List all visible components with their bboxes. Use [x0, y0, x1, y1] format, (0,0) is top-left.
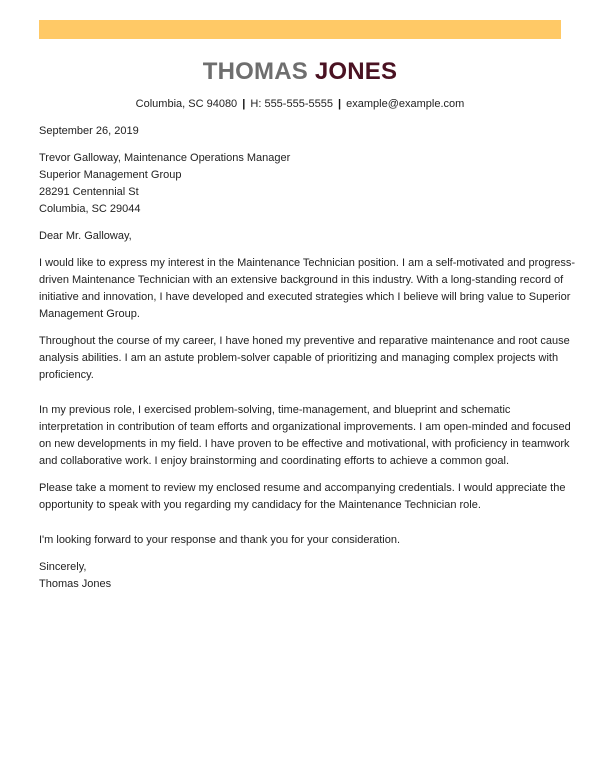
contact-phone: H: 555-555-5555: [250, 98, 333, 110]
salutation: [39, 228, 569, 245]
paragraph-line: analysis abilities. I am an astute problem-solver capable of prioritizing and managing complex projects with: [39, 352, 559, 364]
recipient-company: Superior Management Group: [39, 169, 182, 181]
paragraph-line: interpretation in contribution of team efforts and organizational improvements. I am open-minded and focused: [39, 421, 571, 433]
paragraph-line: I'm looking forward to your response and thank you for your consideration.: [39, 534, 401, 546]
paragraph-line: proficiency.: [39, 369, 94, 381]
paragraph-thanks: [39, 532, 569, 549]
paragraph-line: In my previous role, I exercised problem-solving, time-management, and blueprint and schematic: [39, 404, 511, 416]
signature: Thomas Jones: [39, 578, 112, 590]
closing-text: Sincerely,: [39, 561, 87, 573]
paragraph-line: driven Maintenance Technician with an extensive background in this industry. With a long-standing record of: [39, 274, 564, 286]
paragraph-previous-role: [39, 402, 569, 470]
letter-date: [39, 123, 569, 140]
date-text: September 26, 2019: [39, 125, 139, 137]
applicant-name: [0, 58, 600, 86]
recipient-city: Columbia, SC 29044: [39, 203, 141, 215]
recipient-name-title: Trevor Galloway, Maintenance Operations Manager: [39, 152, 291, 164]
salutation-text: Dear Mr. Galloway,: [39, 230, 132, 242]
paragraph-line: opportunity to speak with you regarding my candidacy for the Maintenance Technician role.: [39, 499, 481, 511]
paragraph-line: initiative and innovation, I have developed and executed strategies which I believe will bring value to Superior: [39, 291, 571, 303]
recipient-street: 28291 Centennial St: [39, 186, 139, 198]
contact-email: example@example.com: [346, 98, 465, 110]
paragraph-line: on new developments in my field. I have proven to be effective and motivational, with proficiency in teamwork: [39, 438, 570, 450]
recipient-address: [39, 150, 569, 218]
paragraph-line: Management Group.: [39, 308, 140, 320]
paragraph-intro: [39, 255, 576, 323]
contact-info: [0, 97, 600, 111]
letter-body: [39, 123, 576, 593]
paragraph-line: I would like to express my interest in the Maintenance Technician position. I am a self-motivated and progress-: [39, 257, 576, 269]
paragraph-line: Please take a moment to review my enclosed resume and accompanying credentials. I would appreciate the: [39, 482, 566, 494]
contact-separator: |: [242, 98, 246, 110]
last-name: JONES: [314, 58, 398, 85]
contact-address: Columbia, SC 94080: [135, 98, 238, 110]
paragraph-career: [39, 333, 569, 384]
paragraph-line: Throughout the course of my career, I have honed my preventive and reparative maintenance and root cause: [39, 335, 570, 347]
paragraph-request: [39, 480, 569, 514]
header-accent-bar: [39, 20, 561, 39]
first-name: THOMAS: [202, 58, 308, 85]
letter-closing: [39, 559, 569, 593]
contact-separator: |: [338, 98, 342, 110]
paragraph-line: and collaborative work. I enjoy brainstorming and coordinating efforts to achieve a common goal.: [39, 455, 510, 467]
